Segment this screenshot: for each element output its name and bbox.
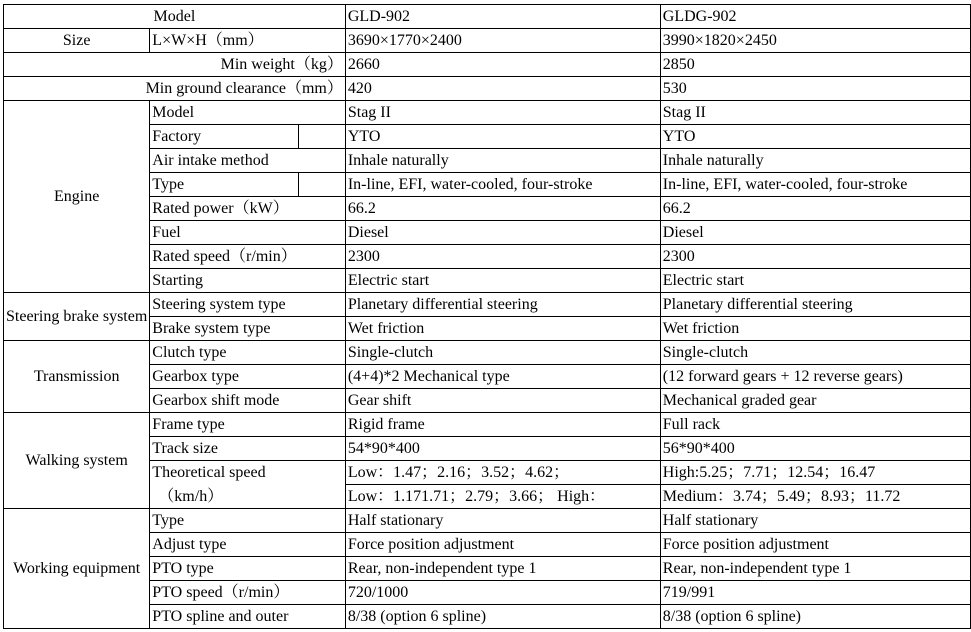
transmission-v2: Single-clutch (660, 341, 970, 365)
header-row (4, 5, 971, 29)
steering-row (4, 293, 971, 317)
steering-group: Steering brake system (4, 293, 150, 341)
working-v2: 8/38 (option 6 spline) (660, 605, 970, 629)
engine-label: Air intake method (150, 149, 346, 173)
transmission-v1: Gear shift (345, 389, 660, 413)
engine-v2: 66.2 (660, 197, 970, 221)
size-group: Size (4, 29, 150, 53)
transmission-v1: (4+4)*2 Mechanical type (345, 365, 660, 389)
working-label: PTO type (150, 557, 346, 581)
engine-v2: YTO (660, 125, 970, 149)
working-label: PTO spline and outer (150, 605, 346, 629)
steering-v2: Planetary differential steering (660, 293, 970, 317)
speed-high-v2: High:5.25；7.71；12.54；16.47 (660, 461, 970, 485)
empty-cell (299, 125, 346, 149)
engine-label: Rated speed（r/min） (150, 245, 346, 269)
working-v2: Rear, non-independent type 1 (660, 557, 970, 581)
working-v1: Force position adjustment (345, 533, 660, 557)
size-row (4, 29, 971, 53)
working-label: Adjust type (150, 533, 346, 557)
engine-group: Engine (4, 101, 150, 293)
steering-v2: Wet friction (660, 317, 970, 341)
walking-label: Track size (150, 437, 346, 461)
min-clearance-label: Min ground clearance（mm） (4, 77, 346, 101)
walking-row (4, 413, 971, 437)
walking-group: Walking system (4, 413, 150, 509)
engine-label: Fuel (150, 221, 346, 245)
engine-row (4, 101, 971, 125)
walking-v2: Full rack (660, 413, 970, 437)
working-v2: 719/991 (660, 581, 970, 605)
speed-label-a: Theoretical speed (150, 461, 346, 485)
empty-cell (299, 173, 346, 197)
min-weight-v2: 2850 (660, 53, 970, 77)
transmission-label: Clutch type (150, 341, 346, 365)
transmission-label: Gearbox shift mode (150, 389, 346, 413)
engine-v2: 2300 (660, 245, 970, 269)
transmission-v2: Mechanical graded gear (660, 389, 970, 413)
walking-label: Frame type (150, 413, 346, 437)
walking-v1: Rigid frame (345, 413, 660, 437)
speed-low-v1: Low：1.47；2.16；3.52；4.62； (345, 461, 660, 485)
working-v2: Force position adjustment (660, 533, 970, 557)
header-model-label: Model (4, 5, 346, 29)
working-label: Type (150, 509, 346, 533)
engine-v2: In-line, EFI, water-cooled, four-stroke (660, 173, 970, 197)
working-v1: Half stationary (345, 509, 660, 533)
min-clearance-row (4, 77, 971, 101)
min-clearance-v2: 530 (660, 77, 970, 101)
engine-v2: Stag II (660, 101, 970, 125)
steering-label: Brake system type (150, 317, 346, 341)
transmission-v2: (12 forward gears + 12 reverse gears) (660, 365, 970, 389)
min-weight-row (4, 53, 971, 77)
min-weight-label: Min weight（kg） (4, 53, 346, 77)
size-label: L×W×H（mm） (150, 29, 346, 53)
engine-label: Type (150, 173, 299, 197)
engine-label: Factory (150, 125, 299, 149)
engine-v1: 2300 (345, 245, 660, 269)
engine-label: Model (150, 101, 346, 125)
speed-low-high-v1: Low：1.171.71；2.79；3.66； High： (345, 485, 660, 509)
steering-v1: Planetary differential steering (345, 293, 660, 317)
engine-v1: Diesel (345, 221, 660, 245)
transmission-label: Gearbox type (150, 365, 346, 389)
transmission-row (4, 341, 971, 365)
engine-v1: Stag II (345, 101, 660, 125)
working-label: PTO speed（r/min） (150, 581, 346, 605)
size-v1: 3690×1770×2400 (345, 29, 660, 53)
walking-v1: 54*90*400 (345, 437, 660, 461)
engine-label: Rated power（kW） (150, 197, 346, 221)
engine-v2: Diesel (660, 221, 970, 245)
engine-label: Starting (150, 269, 346, 293)
engine-v1: Inhale naturally (345, 149, 660, 173)
engine-v2: Electric start (660, 269, 970, 293)
min-clearance-v1: 420 (345, 77, 660, 101)
size-v2: 3990×1820×2450 (660, 29, 970, 53)
transmission-v1: Single-clutch (345, 341, 660, 365)
engine-v1: Electric start (345, 269, 660, 293)
engine-v2: Inhale naturally (660, 149, 970, 173)
working-row (4, 509, 971, 533)
min-weight-v1: 2660 (345, 53, 660, 77)
walking-v2: 56*90*400 (660, 437, 970, 461)
engine-v1: YTO (345, 125, 660, 149)
header-gld-902: GLD-902 (345, 5, 660, 29)
working-v2: Half stationary (660, 509, 970, 533)
speed-medium-v2: Medium：3.74；5.49；8.93；11.72 (660, 485, 970, 509)
engine-v1: In-line, EFI, water-cooled, four-stroke (345, 173, 660, 197)
working-v1: 8/38 (option 6 spline) (345, 605, 660, 629)
transmission-group: Transmission (4, 341, 150, 413)
steering-v1: Wet friction (345, 317, 660, 341)
engine-v1: 66.2 (345, 197, 660, 221)
header-gldg-902: GLDG-902 (660, 5, 970, 29)
working-v1: Rear, non-independent type 1 (345, 557, 660, 581)
steering-label: Steering system type (150, 293, 346, 317)
working-v1: 720/1000 (345, 581, 660, 605)
working-group: Working equipment (4, 509, 150, 629)
speed-label-b: （km/h） (150, 485, 346, 509)
spec-table (3, 4, 971, 629)
